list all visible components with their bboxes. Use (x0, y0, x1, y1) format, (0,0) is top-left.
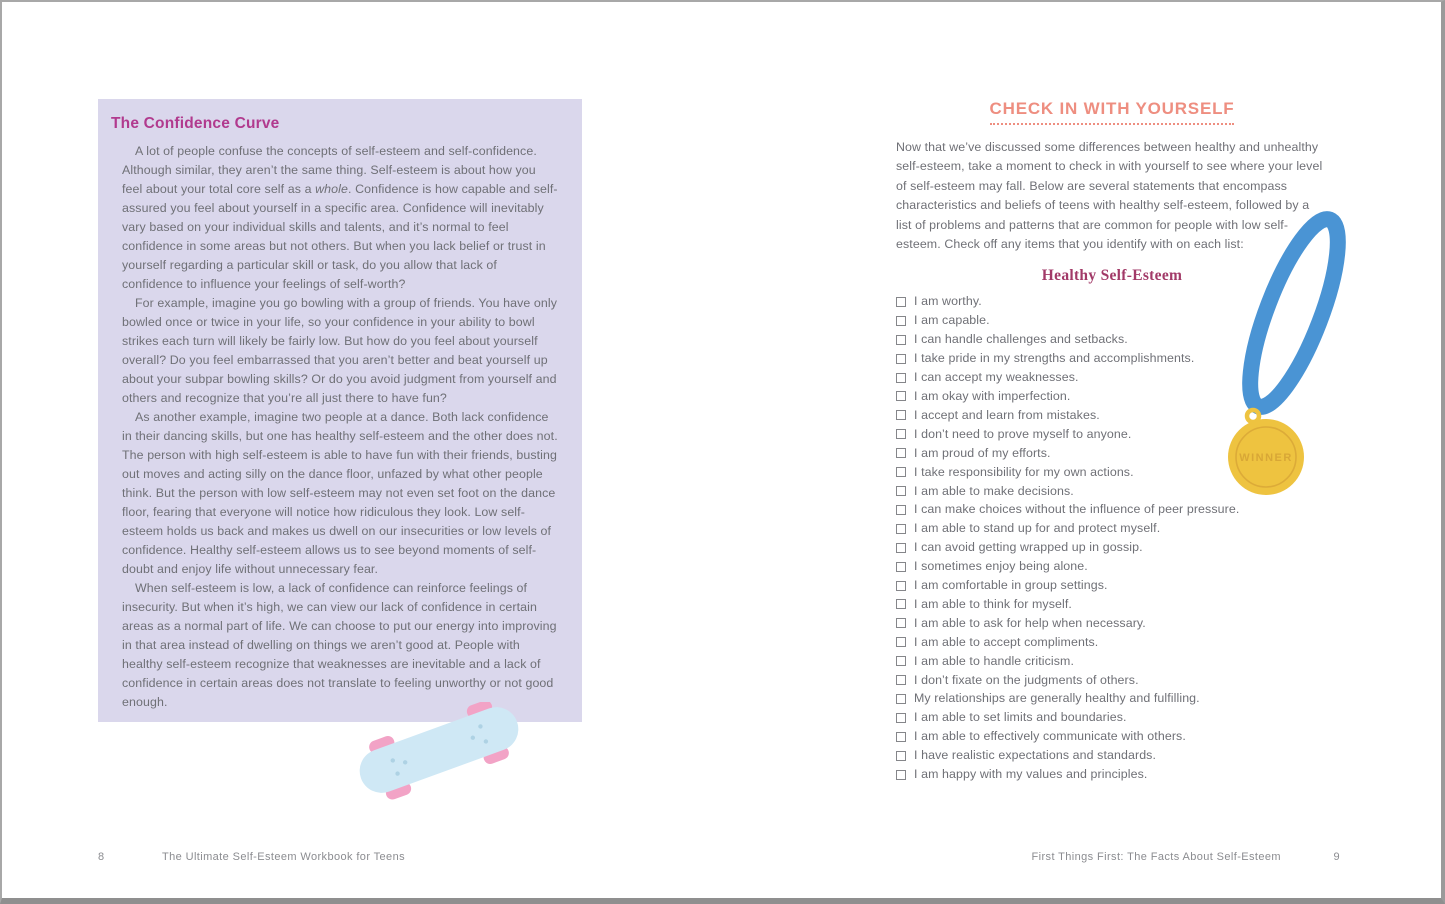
checkbox-icon[interactable] (896, 505, 906, 515)
checklist-item (896, 595, 1328, 614)
checkbox-icon[interactable] (896, 373, 906, 383)
checklist-item-label: I am able to stand up for and protect myself. (914, 521, 1161, 536)
checklist-item (896, 727, 1328, 746)
winner-medal-illustration (1197, 207, 1377, 497)
checkbox-icon[interactable] (896, 637, 906, 647)
paragraph: For example, imagine you go bowling with a group of friends. You have only bowled once or twice in your life, so your confidence in your ability to bowl strikes each turn will likely be fairly low. But how do you feel about yourself overall? Do you feel embarrassed that you aren’t better and beat yourself up about your subpar bowling skills? Or do you avoid judgment from yourself and others and recognize that you’re all just there to have fun? (122, 296, 558, 405)
checkbox-icon[interactable] (896, 581, 906, 591)
checklist-item (896, 765, 1328, 784)
checkbox-icon[interactable] (896, 486, 906, 496)
checkin-heading-wrap (896, 99, 1328, 125)
checklist-item-label: I am able to set limits and boundaries. (914, 710, 1127, 725)
checklist-item-label: I can handle challenges and setbacks. (914, 332, 1128, 347)
right-running-footer: First Things First: The Facts About Self-Esteem (1031, 851, 1281, 863)
checkbox-icon[interactable] (896, 732, 906, 742)
checklist-item (896, 614, 1328, 633)
checklist-item-label: I am able to ask for help when necessary. (914, 615, 1146, 630)
checkbox-icon[interactable] (896, 751, 906, 761)
checklist-item (896, 538, 1328, 557)
skateboard-deck (353, 702, 524, 799)
checklist-item-label: I accept and learn from mistakes. (914, 407, 1100, 422)
checkbox-icon[interactable] (896, 429, 906, 439)
checklist-item-label: I take pride in my strengths and accomplishments. (914, 351, 1195, 366)
checklist-item-label: My relationships are generally healthy and fulfilling. (914, 691, 1200, 706)
checklist-item-label: I have realistic expectations and standards. (914, 748, 1157, 763)
left-running-footer: The Ultimate Self-Esteem Workbook for Teens (162, 851, 405, 863)
checklist-item (896, 633, 1328, 652)
left-page-number: 8 (98, 851, 105, 863)
checklist-item (896, 500, 1328, 519)
checkbox-icon[interactable] (896, 448, 906, 458)
checklist-item-label: I can accept my weaknesses. (914, 370, 1079, 385)
right-page-number: 9 (1333, 851, 1340, 863)
checkbox-icon[interactable] (896, 599, 906, 609)
checklist-item (896, 652, 1328, 671)
medal-winner-label: WINNER (1239, 452, 1293, 464)
checklist-item-label: I am proud of my efforts. (914, 445, 1051, 460)
checklist-item (896, 746, 1328, 765)
confidence-curve-panel (98, 99, 582, 722)
checkbox-icon[interactable] (896, 391, 906, 401)
confidence-curve-paragraphs (122, 142, 558, 712)
checkin-intro: Now that we’ve discussed some differences between healthy and unhealthy self-esteem, take a moment to check in with yourself to see where your level of self-esteem may fall. Below are several statements that encompass characteristics and beliefs of teens with healthy self-esteem, followed by a list of problems and patterns that are common for people with low self-esteem. Check off any items that you identify with on each list: (896, 140, 1323, 252)
healthy-self-esteem-heading: Healthy Self-Esteem (1041, 267, 1183, 285)
confidence-curve-title: The Confidence Curve (111, 115, 280, 132)
checkbox-icon[interactable] (896, 694, 906, 704)
checklist-item (896, 576, 1328, 595)
checklist-item (896, 689, 1328, 708)
checklist-item-label: I am comfortable in group settings. (914, 578, 1108, 593)
checkbox-icon[interactable] (896, 562, 906, 572)
checklist-item-label: I am able to make decisions. (914, 483, 1074, 498)
checklist-item-label: I sometimes enjoy being alone. (914, 559, 1088, 574)
checkbox-icon[interactable] (896, 354, 906, 364)
checkin-heading: CHECK IN WITH YOURSELF (990, 99, 1235, 125)
paragraph: A lot of people confuse the concepts of self-esteem and self-confidence. Although similar, they aren’t the same thing. Self-esteem is about how you feel about your total core self as a whole. Confidence is how capable and self-assured you feel about yourself in a specific area. Confidence will inevitably vary based on your individual skills and talents, and it’s normal to feel confidence in some areas but not others. But when you lack belief or trust in yourself regarding a particular skill or task, do you allow that lack of confidence to influence your feelings of self-worth? (122, 144, 558, 291)
checkbox-icon[interactable] (896, 316, 906, 326)
checkbox-icon[interactable] (896, 543, 906, 553)
checkbox-icon[interactable] (896, 675, 906, 685)
medal-ribbon (1233, 210, 1355, 416)
skateboard-illustration (340, 702, 540, 802)
checklist-item-label: I am able to think for myself. (914, 596, 1072, 611)
checklist-item (896, 519, 1328, 538)
checklist-item-label: I am able to accept compliments. (914, 634, 1099, 649)
checkbox-icon[interactable] (896, 335, 906, 345)
checklist-item-label: I don’t fixate on the judgments of others. (914, 672, 1139, 687)
checklist-item-label: I can make choices without the influence of peer pressure. (914, 502, 1240, 517)
checklist-item-label: I am happy with my values and principles. (914, 767, 1148, 782)
checklist-item-label: I am okay with imperfection. (914, 388, 1071, 403)
checkbox-icon[interactable] (896, 656, 906, 666)
checklist-item (896, 708, 1328, 727)
paragraph: As another example, imagine two people at a dance. Both lack confidence in their dancing skills, but one has healthy self-esteem and the other does not. The person with high self-esteem is able to have fun with their friends, busting out moves and acting silly on the dance floor, unfazed by what other people think. But the person with low self-esteem may not even set foot on the dance floor, fearing that everyone will notice how ridiculous they look. Low self-esteem holds us back and makes us dwell on our insecurities or low levels of confidence. Healthy self-esteem allows us to see beyond moments of self-doubt and enjoy life without unnecessary fear. (122, 410, 558, 576)
checklist-item (896, 557, 1328, 576)
checkbox-icon[interactable] (896, 618, 906, 628)
checklist-item-label: I am able to handle criticism. (914, 653, 1075, 668)
checkbox-icon[interactable] (896, 410, 906, 420)
checklist-item-label: I am able to effectively communicate with others. (914, 729, 1186, 744)
checkbox-icon[interactable] (896, 770, 906, 780)
checklist-item-label: I take responsibility for my own actions. (914, 464, 1134, 479)
checklist-item-label: I don’t need to prove myself to anyone. (914, 426, 1132, 441)
checklist-item-label: I am capable. (914, 313, 990, 328)
checkbox-icon[interactable] (896, 467, 906, 477)
checklist-item-label: I can avoid getting wrapped up in gossip. (914, 540, 1143, 555)
paragraph: When self-esteem is low, a lack of confidence can reinforce feelings of insecurity. But when it’s high, we can view our lack of confidence in certain areas as a normal part of life. We can choose to put our energy into improving in that area instead of dwelling on things we aren’t good at. People with healthy self-esteem recognize that weaknesses are inevitable and a lack of confidence in certain areas does not translate to feeling unworthy or not good enough. (122, 581, 557, 709)
checklist-item-label: I am worthy. (914, 294, 982, 309)
checkbox-icon[interactable] (896, 297, 906, 307)
checkbox-icon[interactable] (896, 524, 906, 534)
checklist-item (896, 671, 1328, 690)
checkbox-icon[interactable] (896, 713, 906, 723)
